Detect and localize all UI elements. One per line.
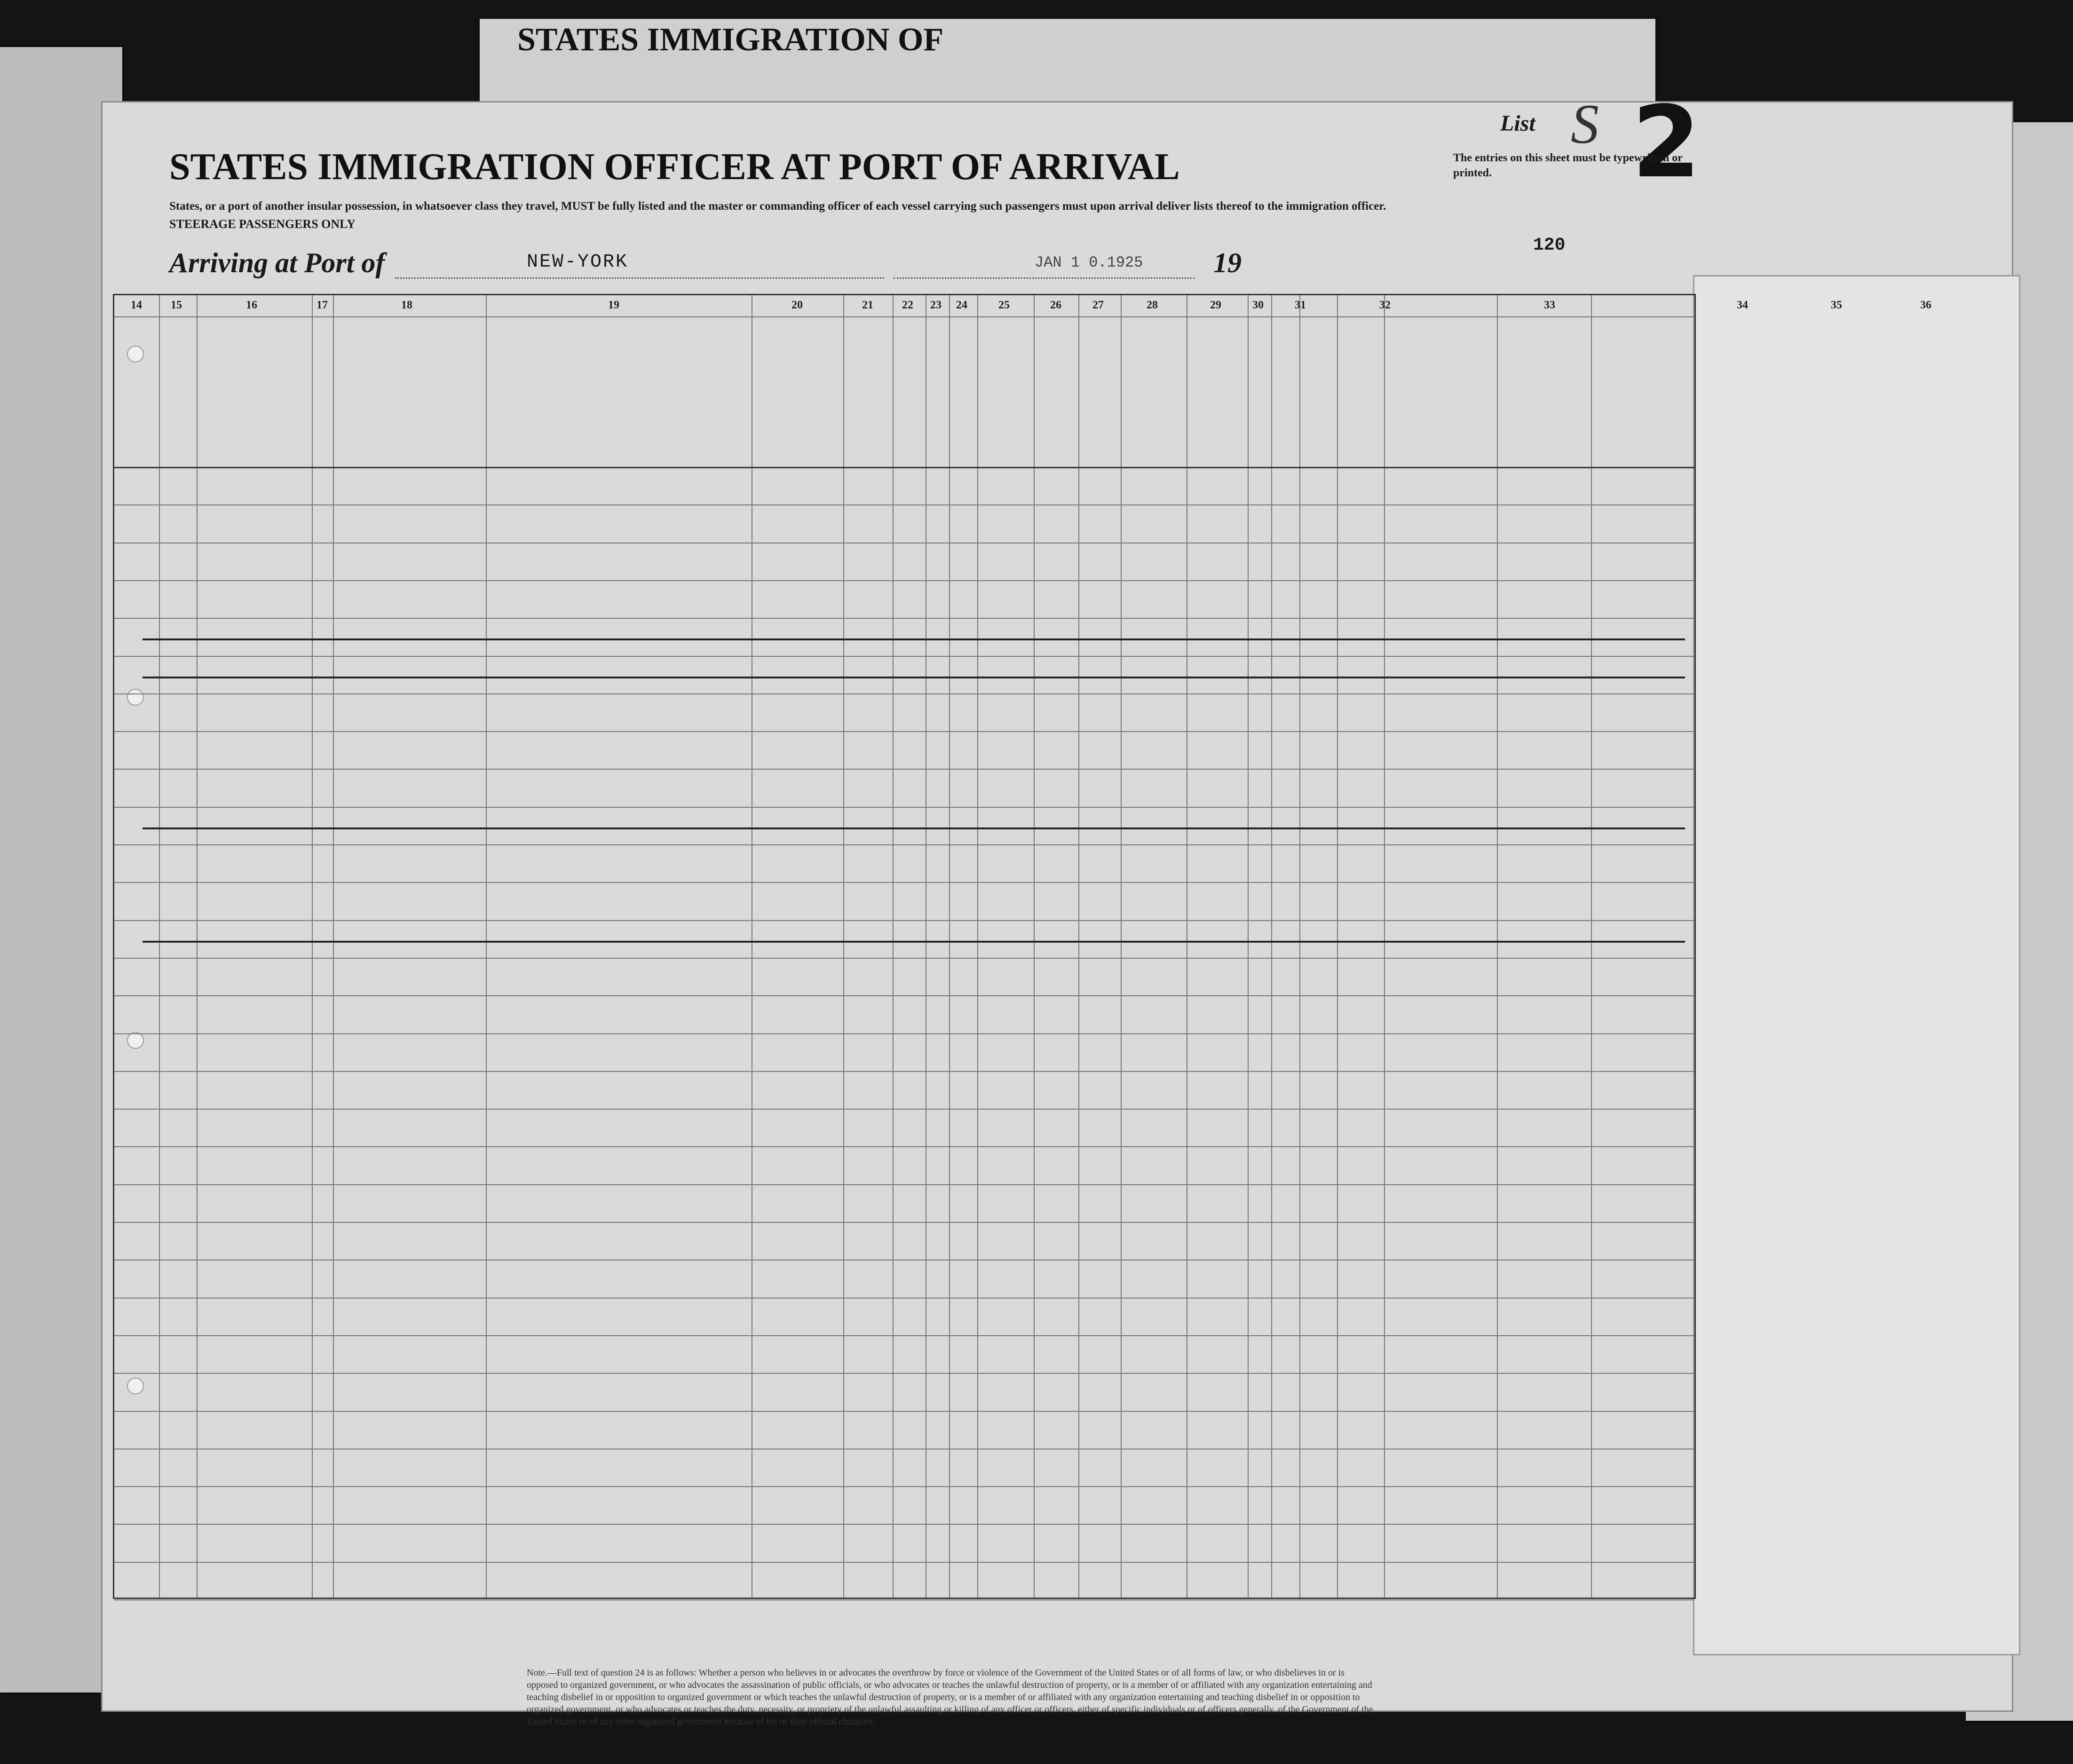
column-number: 18 <box>401 299 412 311</box>
date-line <box>894 277 1195 279</box>
column-divider <box>1497 295 1498 1598</box>
table-row <box>114 1222 1694 1223</box>
column-divider <box>1337 295 1338 1598</box>
column-divider <box>977 295 978 1598</box>
column-divider <box>333 295 334 1598</box>
column-number: 35 <box>1831 299 1842 311</box>
header-divider <box>114 316 1694 317</box>
page-subtitle: States, or a port of another insular possession, in whatsoever class they travel, MUST be fully listed and the master or commanding officer of each vessel carrying such passengers must upon arrival deliver lists thereof to the immigration officer. <box>169 200 1386 213</box>
column-number: 28 <box>1147 299 1158 311</box>
column-number: 34 <box>1737 299 1748 311</box>
list-label: List <box>1500 111 1535 136</box>
column-number: 29 <box>1210 299 1221 311</box>
table-row <box>114 882 1694 883</box>
column-number: 25 <box>998 299 1010 311</box>
table-row <box>114 1599 1694 1600</box>
table-row <box>114 1524 1694 1525</box>
table-row <box>114 920 1694 921</box>
column-divider <box>486 295 487 1598</box>
table-row <box>114 769 1694 770</box>
column-number: 22 <box>902 299 913 311</box>
arriving-label: Arriving at Port of <box>169 247 385 278</box>
table-row <box>114 1184 1694 1185</box>
page-number: 120 <box>1533 235 1566 255</box>
column-divider <box>1121 295 1122 1598</box>
table-row <box>114 693 1694 694</box>
column-divider <box>1591 295 1592 1598</box>
column-divider <box>1034 295 1035 1598</box>
table-row <box>114 504 1694 505</box>
column-number: 14 <box>131 299 142 311</box>
column-number: 23 <box>930 299 942 311</box>
column-number: 36 <box>1920 299 1931 311</box>
column-number: 20 <box>791 299 803 311</box>
table-row <box>114 656 1694 657</box>
list-number: 2 <box>1632 85 1701 200</box>
year-prefix: 19 <box>1213 247 1242 278</box>
column-divider <box>197 295 198 1598</box>
arriving-line <box>395 277 884 279</box>
page-title: STATES IMMIGRATION OFFICER AT PORT OF ARRIVAL <box>169 146 1180 188</box>
footnote: Note.—Full text of question 24 is as follows: Whether a person who believes in or advocates the overthrow by force or violence of the Government of the United States or of all forms of law, or who disbelieves in or is opposed to organized government, or who advocates the assassination of public officials, or who advocates or teaches the unlawful destruction of property, or is a member of or affiliated with any organization entertaining and teaching disbelief in or opposition to organized government or which teaches the unlawful destruction of property, or is a member of or affiliated with any organization entertaining and teaching disbelief in or opposition to organized government, or who advocates or teaches the duty, necessity, or propriety of the unlawful assaulting or killing of any officer or officers, either of specific individuals or of officers generally, of the Government of the United States or of any other organized government because of his or their official character. <box>527 1668 1373 1727</box>
column-number: 17 <box>316 299 328 311</box>
table-row <box>114 807 1694 808</box>
cancelled-row-line <box>142 677 1685 678</box>
table-row <box>114 1109 1694 1110</box>
column-number: 30 <box>1252 299 1264 311</box>
column-divider <box>1271 295 1272 1598</box>
table-row <box>114 1033 1694 1034</box>
column-number: 16 <box>246 299 257 311</box>
header-divider <box>114 467 1694 468</box>
table-row <box>114 844 1694 845</box>
column-divider <box>1078 295 1079 1598</box>
cancelled-row-line <box>142 638 1685 640</box>
table-row <box>114 618 1694 619</box>
manifest-table <box>113 294 1931 1599</box>
column-divider <box>159 295 160 1598</box>
table-row <box>114 1146 1694 1147</box>
passenger-class: STEERAGE PASSENGERS ONLY <box>169 217 356 231</box>
table-row <box>114 958 1694 959</box>
list-letter: S <box>1571 93 1599 155</box>
typewriter-note: The entries on this sheet must be typewritten or printed. <box>1453 152 1683 180</box>
cancelled-row-line <box>142 827 1685 829</box>
column-number: 27 <box>1092 299 1104 311</box>
column-divider <box>1248 295 1249 1598</box>
column-number: 33 <box>1544 299 1555 311</box>
table-row <box>114 1335 1694 1336</box>
column-number: 26 <box>1050 299 1061 311</box>
column-number: 24 <box>956 299 967 311</box>
column-divider <box>1384 295 1385 1598</box>
table-row <box>114 1298 1694 1299</box>
table-row <box>114 1373 1694 1374</box>
column-number: 19 <box>608 299 619 311</box>
arrival-date: JAN 1 0.1925 <box>1035 254 1143 271</box>
column-number: 21 <box>862 299 873 311</box>
table-row <box>114 995 1694 996</box>
table-row <box>114 580 1694 581</box>
column-divider <box>949 295 950 1598</box>
table-row <box>114 1411 1694 1412</box>
column-number: 32 <box>1379 299 1391 311</box>
table-row <box>114 1562 1694 1563</box>
column-number: 31 <box>1295 299 1306 311</box>
table-row <box>114 1071 1694 1072</box>
table-row <box>114 1486 1694 1487</box>
port-name: NEW-YORK <box>527 252 629 273</box>
visa-column-strip <box>1693 275 2020 1655</box>
stamp-top-text: STATES IMMIGRATION OF <box>517 22 944 58</box>
cancelled-row-line <box>142 941 1685 943</box>
column-divider <box>312 295 313 1598</box>
table-row <box>114 731 1694 732</box>
column-number: 15 <box>171 299 182 311</box>
column-divider <box>893 295 894 1598</box>
column-divider <box>843 295 844 1598</box>
column-divider <box>1299 295 1300 1598</box>
